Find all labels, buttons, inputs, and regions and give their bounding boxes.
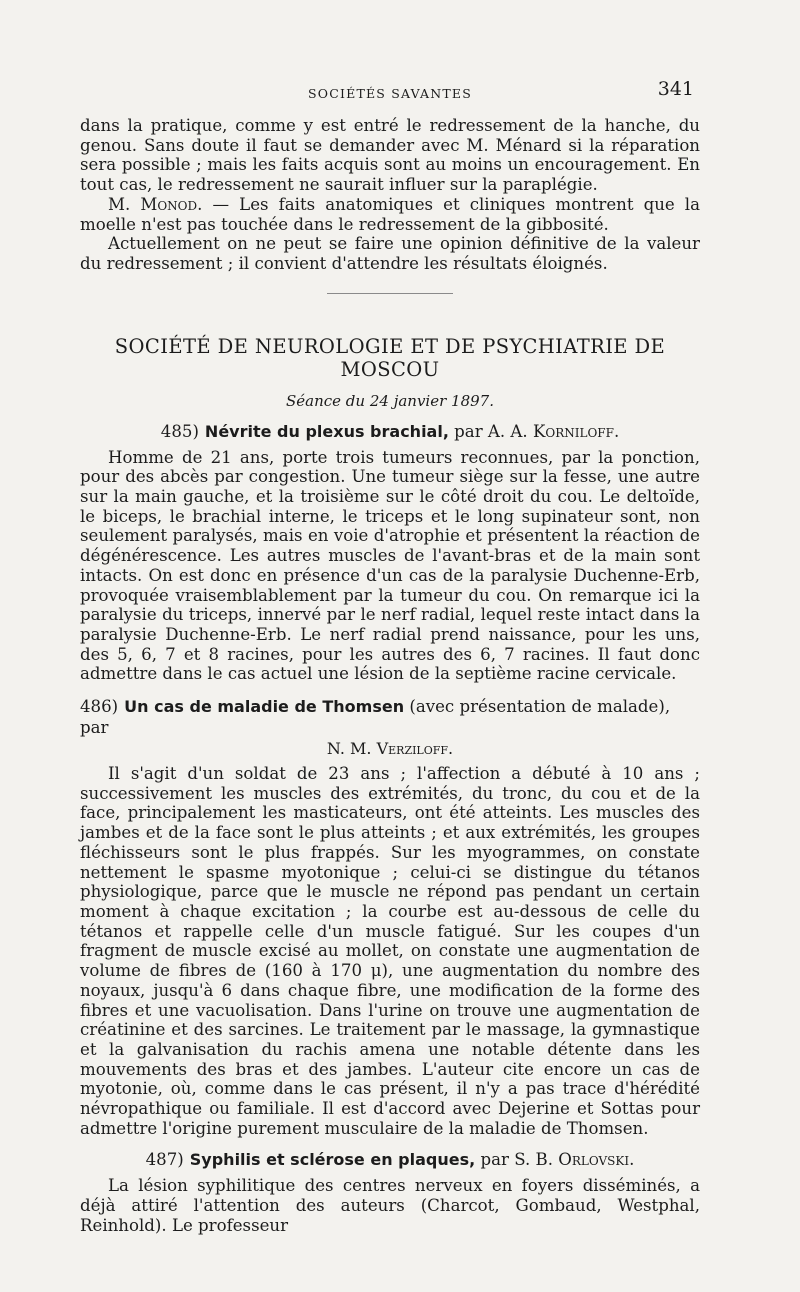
journal-page	[80, 78, 700, 1236]
entry-title: Un cas de maladie de Thomsen	[124, 697, 405, 717]
entry-number: 487)	[145, 1150, 184, 1170]
speaker-name: M. Monod.	[108, 194, 203, 214]
entry-author: Orlovski.	[558, 1150, 635, 1170]
entry-author: Verziloff.	[376, 739, 454, 759]
running-head	[80, 78, 700, 104]
entry-487-body: La lésion syphilitique des centres nerveux en foyers disséminés, a déjà attiré l'attention des auteurs (Charcot, Gombaud, Westphal, Reinhold). Le professeur	[80, 1176, 700, 1235]
entry-number: 485)	[160, 421, 199, 441]
speaker-text: — Les faits anatomiques et cliniques montrent que la moelle n'est pas touchée dans le redressement de la gibbosité.	[80, 194, 700, 234]
entry-title-rest: (avec présentation de malade), par	[80, 697, 671, 738]
society-title: SOCIÉTÉ DE NEUROLOGIE ET DE PSYCHIATRIE DE MOSCOU	[114, 334, 666, 381]
entry-author: Korniloff.	[532, 421, 620, 441]
section-divider	[327, 293, 453, 294]
entry-title: Névrite du plexus brachial,	[204, 421, 449, 441]
intro-paragraph-1: dans la pratique, comme y est entré le redressement de la hanche, du genou. Sans doute il faut se demander avec M. Ménard si la réparation sera possible ; mais les faits acquis sont au moins un encouragement. En tout cas, le redressement ne saurait influer sur la paraplégie.	[80, 116, 700, 195]
entry-485-body: Homme de 21 ans, porte trois tumeurs reconnues, par la ponction, pour des abcès par congestion. Une tumeur siège sur la fesse, une autre sur la main gauche, et la troisième sur le côté droit du cou. Le deltoïde, le biceps, le brachial interne, le triceps et le long supinateur sont, non seulement paralysés, mais en voie d'atrophie et présentent la réaction de dégénérescence. Les autres muscles de l'avant-bras et de la main sont intacts. On est donc en présence d'un cas de la paralysie Duchenne-Erb, provoquée vraisemblablement par la tumeur du cou. On remarque ici la paralysie du triceps, innervé par le nerf radial, lequel reste intact dans la paralysie Duchenne-Erb. Le nerf radial prend naissance, pour les uns, des 5, 6, 7 et 8 racines, pour les autres des 6, 7 racines. Il faut donc admettre dans le cas actuel une lésion de la septième racine cervicale.	[80, 447, 700, 684]
session-date: Séance du 24 janvier 1897.	[286, 391, 494, 410]
entry-number: 486)	[80, 697, 119, 717]
entry-486-author-line	[80, 739, 700, 758]
entry-486-body: Il s'agit d'un soldat de 23 ans ; l'affection a débuté à 10 ans ; successivement les muscles des extrémités, du tronc, du cou et de la face, principalement les masticateurs, ont été atteints. Les muscles des jambes et de la face sont le plus atteints ; et aux extrémités, les groupes fléchisseurs sont le plus frappés. Sur les myogrammes, on constate nettement le spasme myotonique ; celui-ci se distingue du tétanos physiologique, parce que le muscle ne répond pas pendant un certain moment à chaque excitation ; la courbe est au-dessous de celle du tétanos et rappelle celle d'un muscle fatigué. Sur les coupes d'un fragment de muscle excisé au mollet, on constate une augmentation de volume de fibres de (160 à 170 μ), une augmentation du nombre des noyaux, jusqu'à 6 dans chaque fibre, une modification de la forme des fibres et une vacuolisation. Dans l'urine on trouve une augmentation de créatinine et des sarcines. Le traitement par le massage, la gymnastique et la galvanisation du rachis amena une notable détente dans les mouvements des bras et des jambes. L'auteur cite encore un cas de myotonie, où, comme dans le cas présent, il n'y a pas trace d'hérédité névropathique ou familiale. Il est d'accord avec Dejerine et Sottas pour admettre l'origine purement musculaire de la maladie de Thomsen.	[80, 764, 700, 1138]
entry-author-prefix: N. M.	[326, 739, 377, 759]
intro-paragraph-3: Actuellement on ne peut se faire une opinion définitive de la valeur du redressement ; il convient d'attendre les résultats éloignés.	[80, 234, 700, 273]
entry-by: par S. B.	[475, 1150, 559, 1170]
running-title: SOCIÉTÉS SAVANTES	[308, 86, 472, 101]
entry-by: par A. A.	[448, 421, 533, 441]
entry-487-heading	[80, 1149, 700, 1170]
intro-paragraph-2	[80, 195, 700, 234]
page-number: 341	[657, 78, 694, 100]
entry-title: Syphilis et sclérose en plaques,	[189, 1150, 476, 1170]
entry-485-heading	[80, 421, 700, 442]
entry-486-heading	[80, 696, 700, 738]
